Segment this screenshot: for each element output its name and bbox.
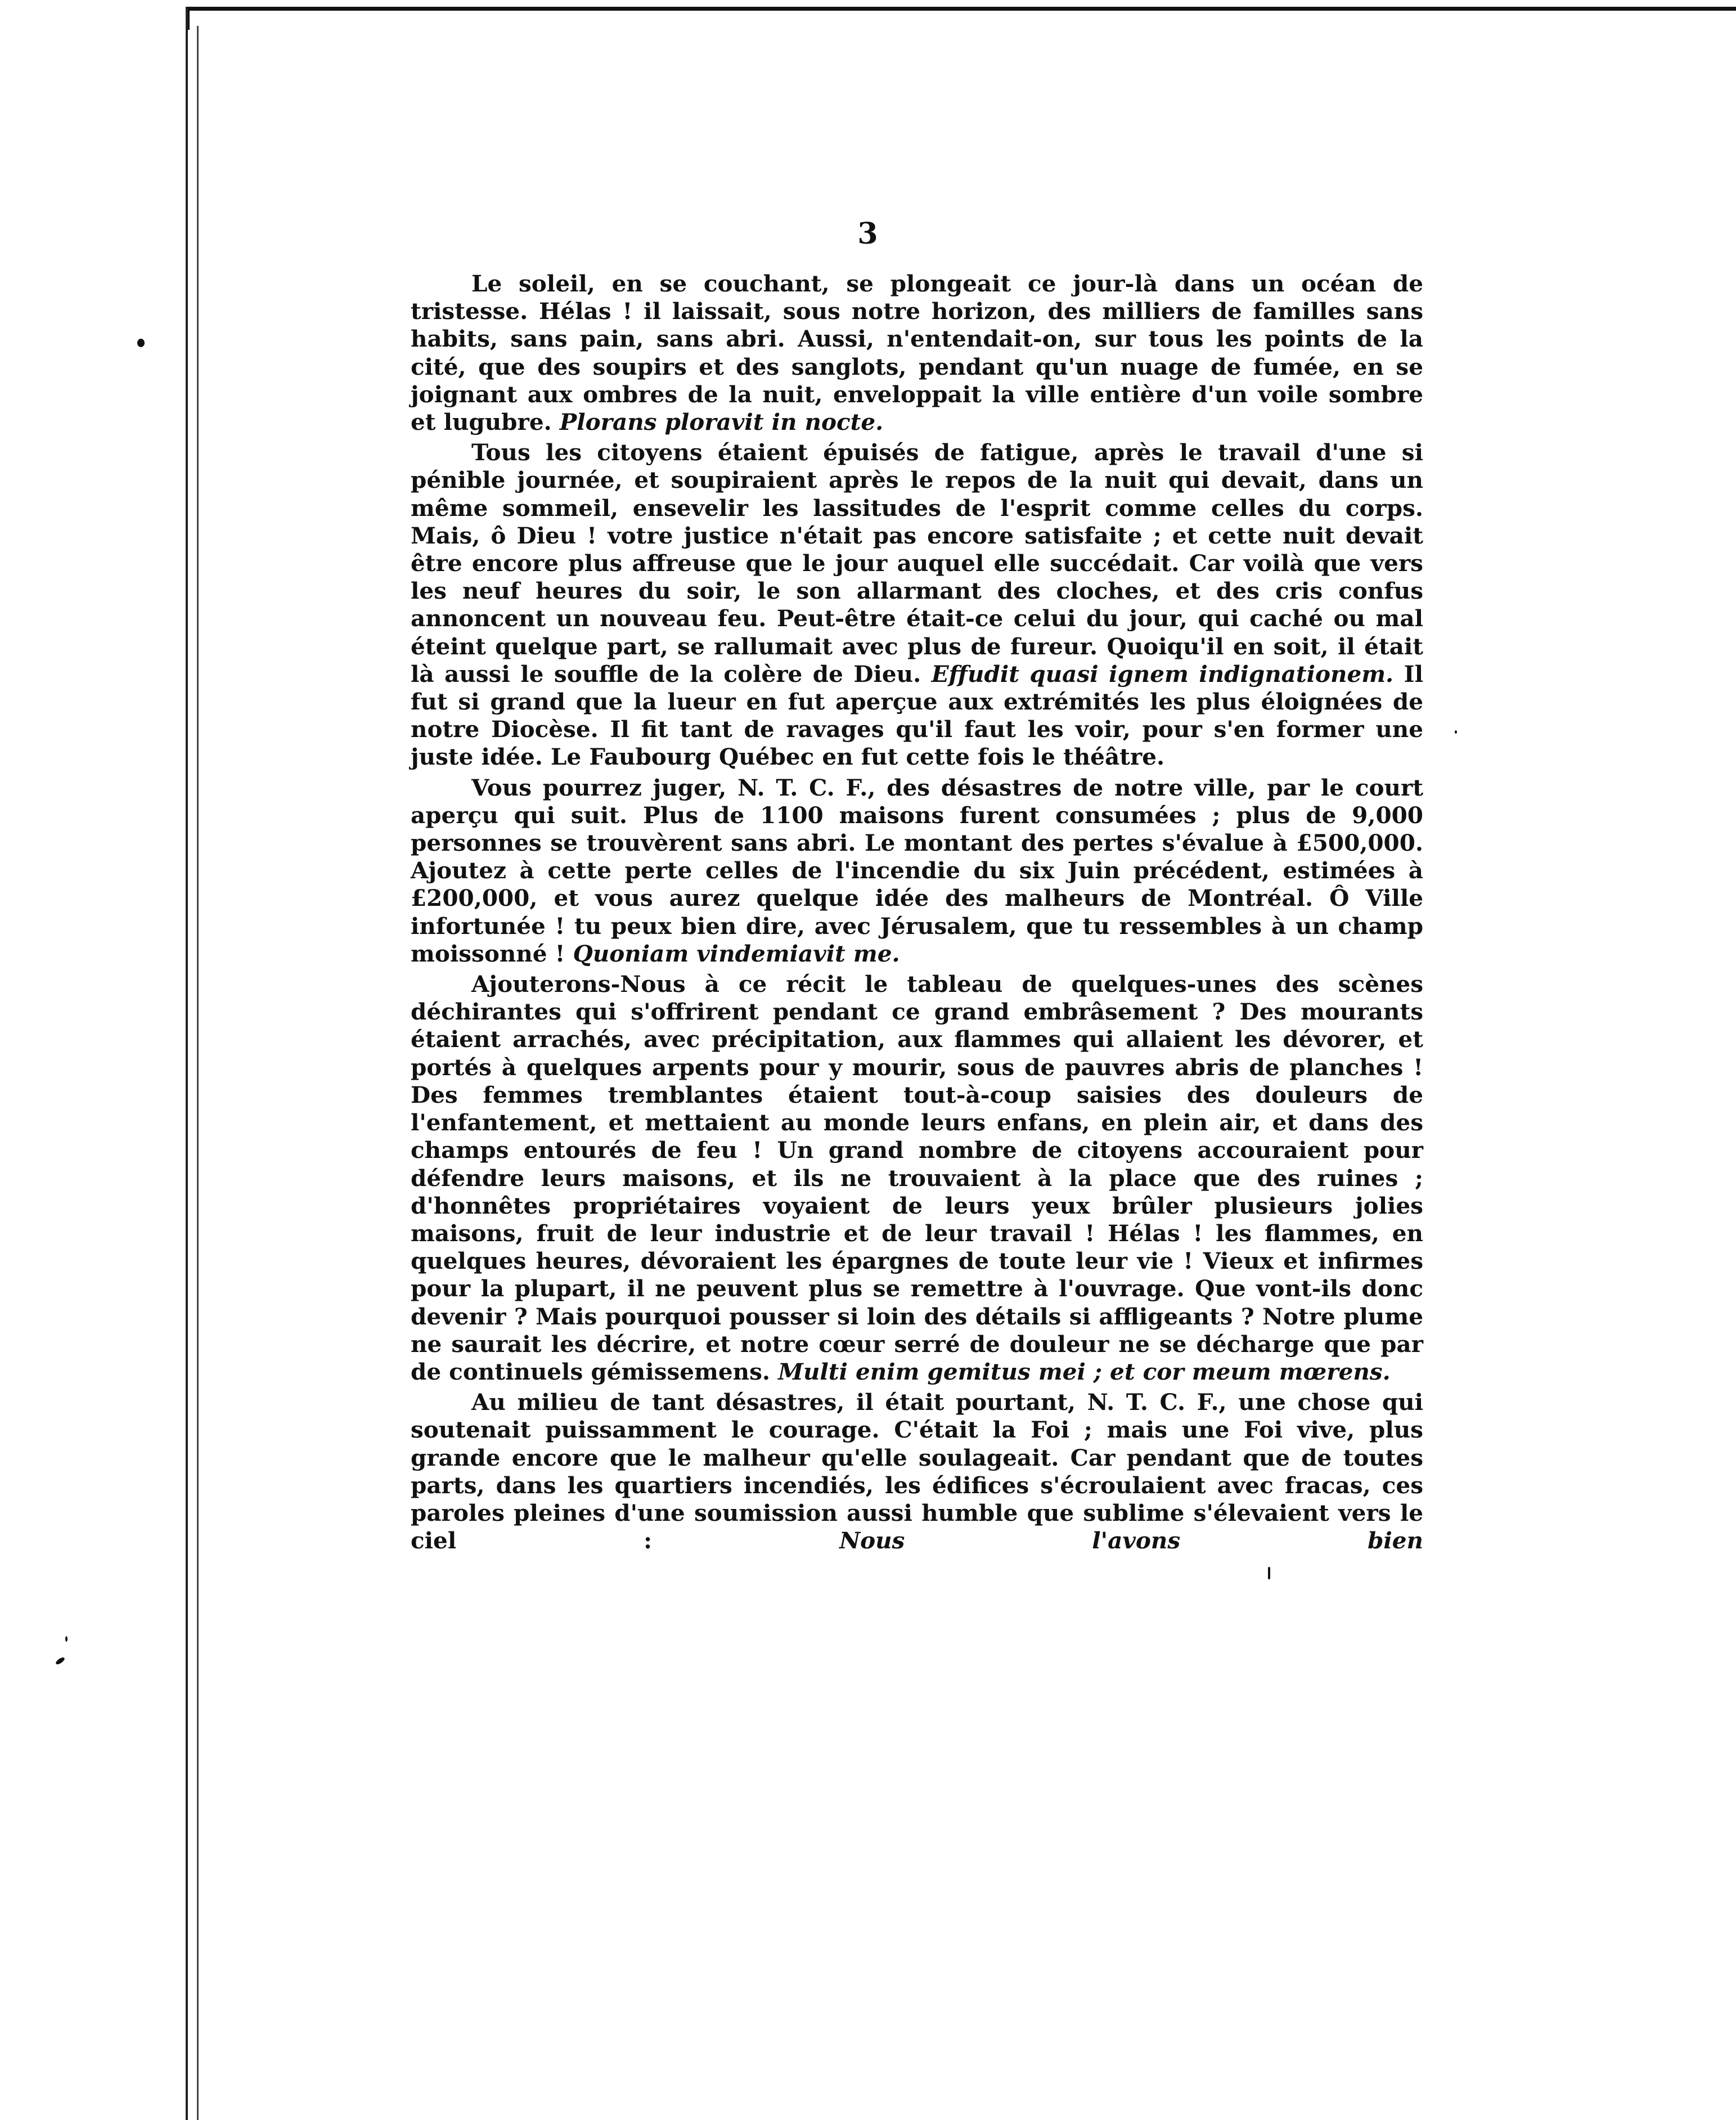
page-top-border — [186, 7, 1736, 30]
latin-quotation: Effudit quasi ignem indignationem. — [931, 660, 1394, 688]
paragraph — [411, 971, 1423, 1386]
paragraph — [411, 270, 1423, 436]
latin-quotation: Quoniam vindemiavit me. — [573, 940, 900, 967]
paragraph — [411, 1389, 1423, 1555]
paragraph-text: Vous pourrez juger, N. T. C. F., des désastres de notre ville, par le court aperçu qui suit. Plus de 1100 maisons furent consumées ; plus de 9,000 personnes se trouvèrent sans abri. Le montant des pertes s'évalue à £500,000. Ajoutez à cette perte celles de l'incendie du six Juin précédent, estimées à £200,000, et vous aurez quelque idée des malheurs de Montréal. Ô Ville infortunée ! tu peux bien dire, avec Jérusalem, que tu ressembles à un champ moissonné ! — [411, 774, 1423, 967]
page-gutter-line — [197, 26, 199, 2120]
scan-speck — [1455, 730, 1457, 734]
paragraph-text: Tous les citoyens étaient épuisés de fatigue, après le travail d'une si pénible journée, et soupiraient après le repos de la nuit qui devait, dans un même sommeil, ensevelir les lassitudes de l'esprit comme celles du corps. Mais, ô Dieu ! votre justice n'était pas encore satisfaite ; et cette nuit devait être encore plus affreuse que le jour auquel elle succédait. Car voilà que vers les neuf heures du soir, le son allarmant des cloches, et des cris confus annoncent un nouveau feu. Peut-être était-ce celui du jour, qui caché ou mal éteint quelque part, se rallumait avec plus de fureur. Quoiqu'il en soit, il était là aussi le souffle de la colère de Dieu. — [411, 439, 1423, 688]
paragraph-text: Le soleil, en se couchant, se plongeait ce jour-là dans un océan de tristesse. Hélas ! il laissait, sous notre horizon, des milliers de familles sans habits, sans pain, sans abri. Aussi, n'entendait-on, sur tous les points de la cité, que des soupirs et des sanglots, pendant qu'un nuage de fumée, en se joignant aux ombres de la nuit, enveloppait la ville entière d'un voile sombre et lugubre. — [411, 270, 1423, 436]
latin-quotation: Multi enim gemitus mei ; et cor meum mœrens. — [778, 1358, 1391, 1385]
body-text — [411, 270, 1423, 1555]
scan-speck — [1268, 1567, 1270, 1579]
page-left-border — [186, 7, 188, 2120]
scan-speck — [65, 1636, 68, 1642]
scan-speck — [55, 1656, 65, 1666]
paragraph-text: Ajouterons-Nous à ce récit le tableau de quelques-unes des scènes déchirantes qui s'offrirent pendant ce grand embrâsement ? Des mourants étaient arrachés, avec précipitation, aux flammes qui allaient les dévorer, et portés à quelques arpents pour y mourir, sous de pauvres abris de planches ! Des femmes tremblantes étaient tout-à-coup saisies des douleurs de l'enfantement, et mettaient au monde leurs enfans, en plein air, et dans des champs entourés de feu ! Un grand nombre de citoyens accouraient pour défendre leurs maisons, et ils ne trouvaient à la place que des ruines ; d'honnêtes propriétaires voyaient de leurs yeux brûler plusieurs jolies maisons, fruit de leur industrie et de leur travail ! Hélas ! les flammes, en quelques heures, dévoraient les épargnes de toute leur vie ! Vieux et infirmes pour la plupart, il ne peuvent plus se remettre à l'ouvrage. Que vont-ils donc devenir ? Mais pourquoi pousser si loin des détails si affligeants ? Notre plume ne saurait les décrire, et notre cœur serré de douleur ne se décharge que par de continuels gémissemens. — [411, 971, 1423, 1385]
scan-speck — [137, 339, 145, 347]
latin-quotation: Plorans ploravit in nocte. — [559, 408, 884, 436]
latin-quotation: Nous l'avons bien — [839, 1527, 1423, 1555]
paragraph-text: Au milieu de tant désastres, il était pourtant, N. T. C. F., une chose qui soutenait puissamment le courage. C'était la Foi ; mais une Foi vive, plus grande encore que le malheur qu'elle soulageait. Car pendant que de toutes parts, dans les quartiers incendiés, les édifices s'écroulaient avec fracas, ces paroles pleines d'une soumission aussi humble que sublime s'élevaient vers le ciel : — [411, 1389, 1423, 1555]
paragraph — [411, 439, 1423, 771]
paragraph-text: Il fut si grand que la lueur en fut aperçue aux extrémités les plus éloignées de notre Diocèse. Il fit tant de ravages qu'il faut les voir, pour s'en former une juste idée. Le Faubourg Québec en fut cette fois le théâtre. — [411, 660, 1423, 771]
paragraph — [411, 774, 1423, 968]
page-number: 3 — [857, 217, 879, 251]
